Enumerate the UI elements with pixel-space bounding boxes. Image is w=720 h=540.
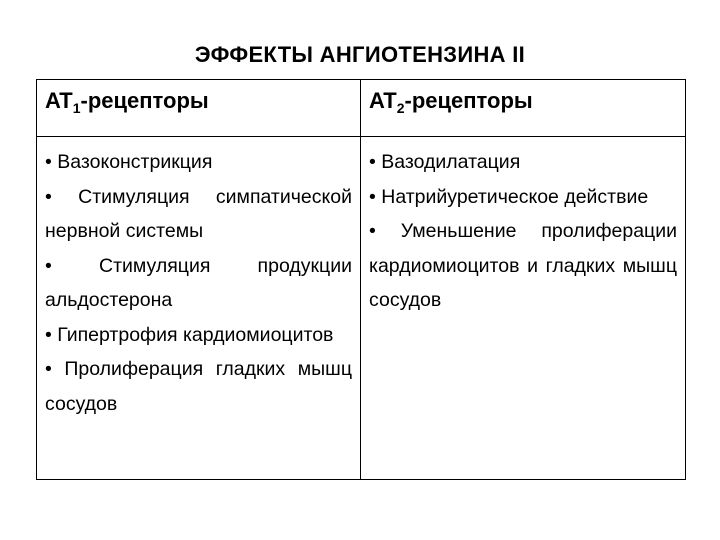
at1-header-prefix: AT — [45, 88, 73, 113]
at1-header-suffix: -рецепторы — [80, 88, 209, 113]
at1-header-cell — [37, 80, 361, 137]
at2-header-prefix: AT — [369, 88, 397, 113]
at1-effect-item: • Пролиферация гладких мышц сосудов — [45, 358, 352, 415]
content-row — [37, 137, 686, 480]
at1-effect-item: • Стимуляция продукции альдостерона — [45, 254, 352, 311]
at2-header-subscript: 2 — [396, 100, 405, 116]
at1-effects-cell — [37, 137, 361, 480]
header-row — [37, 80, 686, 137]
at1-header — [37, 80, 360, 121]
at2-header-cell — [361, 80, 686, 137]
at1-header-subscript: 1 — [72, 100, 81, 116]
at2-effect-item: • Вазодилатация — [369, 151, 521, 173]
at2-effects-cell — [361, 137, 686, 480]
at2-effect-item: • Натрийуретическое действие — [369, 185, 649, 208]
effects-table — [36, 79, 686, 480]
slide-title: ЭФФЕКТЫ АНГИОТЕНЗИНА II — [194, 42, 526, 67]
at1-effect-item: • Вазоконстрикция — [45, 151, 213, 173]
at2-header — [361, 80, 685, 121]
at2-header-suffix: -рецепторы — [404, 88, 533, 113]
at1-effect-item: • Гипертрофия кардиомиоцитов — [45, 323, 334, 346]
at1-effect-item: • Стимуляция симпатической нервной системы — [45, 185, 352, 242]
at2-effect-item: • Уменьшение пролиферации кардиомиоцитов и гладких мышц сосудов — [369, 220, 677, 311]
